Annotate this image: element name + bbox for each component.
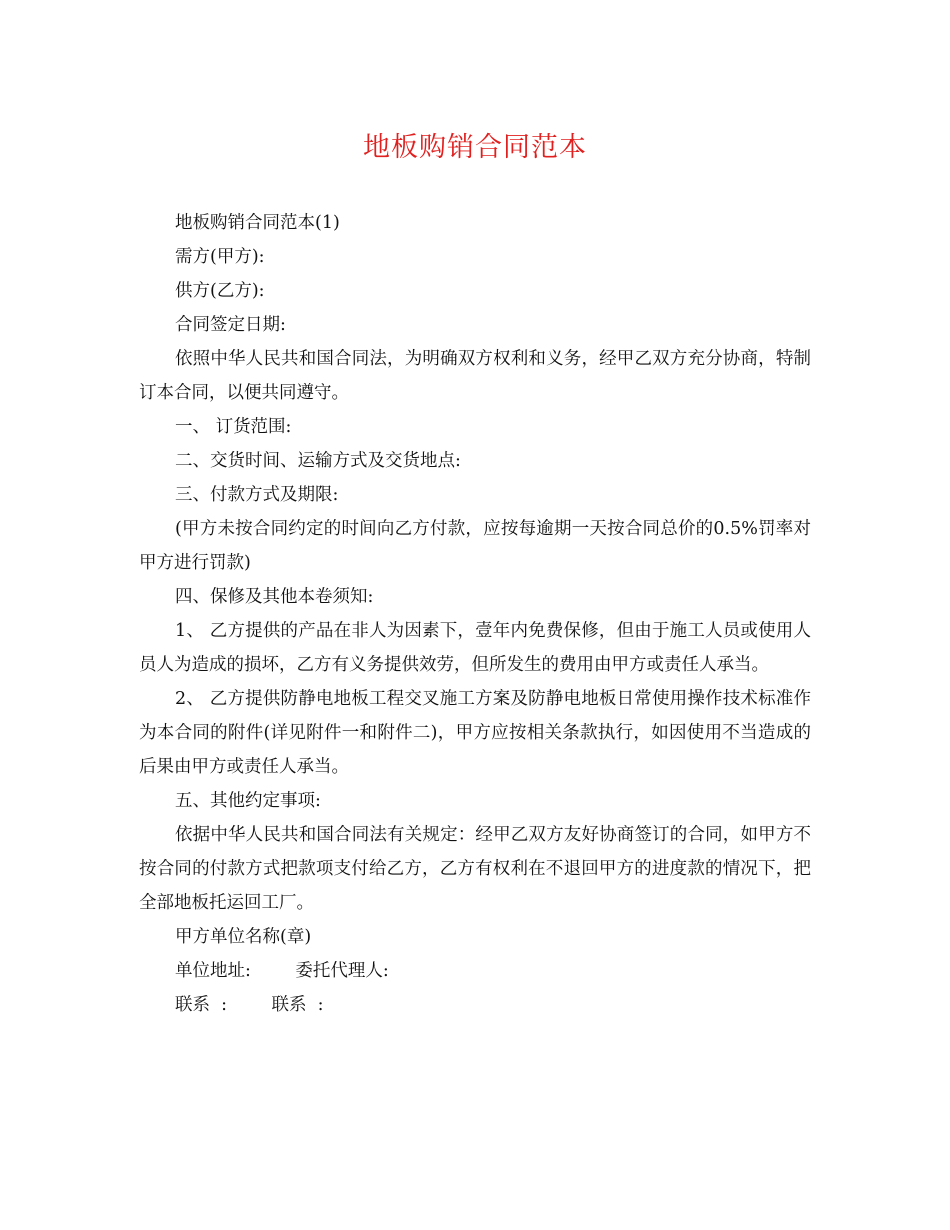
section-other-terms: 五、其他约定事项:	[175, 791, 321, 811]
section-warranty: 四、保修及其他本卷须知:	[175, 587, 374, 607]
section-order-scope: 一、 订货范围:	[175, 417, 292, 437]
preamble-paragraph: 依照中华人民共和国合同法，为明确双方权利和义务，经甲乙双方充分协商，特制订本合同，以便共同遵守。	[139, 349, 811, 403]
supplier-party-line: 供方(乙方):	[175, 281, 265, 301]
contact-line: 联系 : 联系 :	[175, 995, 324, 1015]
signing-date-line: 合同签定日期:	[175, 315, 286, 335]
document-title: 地板购销合同范本	[363, 132, 587, 163]
section-payment: 三、付款方式及期限:	[175, 485, 339, 505]
contract-heading: 地板购销合同范本(1)	[175, 213, 340, 233]
party-a-name-line: 甲方单位名称(章)	[175, 927, 312, 947]
warranty-clause-1: 1、 乙方提供的产品在非人为因素下，壹年内免费保修，但由于施工人员或使用人员人为造成的损坏，乙方有义务提供效劳，但所发生的费用由甲方或责任人承当。	[139, 621, 811, 675]
buyer-party-line: 需方(甲方):	[175, 247, 265, 267]
other-terms-paragraph: 依据中华人民共和国合同法有关规定：经甲乙双方友好协商签订的合同，如甲方不按合同的付款方式把款项支付给乙方，乙方有权利在不退回甲方的进度款的情况下，把全部地板托运回工厂。	[139, 825, 811, 913]
warranty-clause-2: 2、 乙方提供防静电地板工程交叉施工方案及防静电地板日常使用操作技术标准作为本合同的附件(详见附件一和附件二)，甲方应按相关条款执行，如因使用不当造成的后果由甲方或责任人承当。	[139, 689, 811, 777]
payment-penalty-paragraph: (甲方未按合同约定的时间向乙方付款，应按每逾期一天按合同总价的0.5%罚率对甲方进行罚款)	[139, 519, 811, 573]
document-body	[139, 206, 811, 1022]
address-agent-line: 单位地址: 委托代理人:	[175, 961, 389, 981]
section-delivery: 二、交货时间、运输方式及交货地点:	[175, 451, 461, 471]
